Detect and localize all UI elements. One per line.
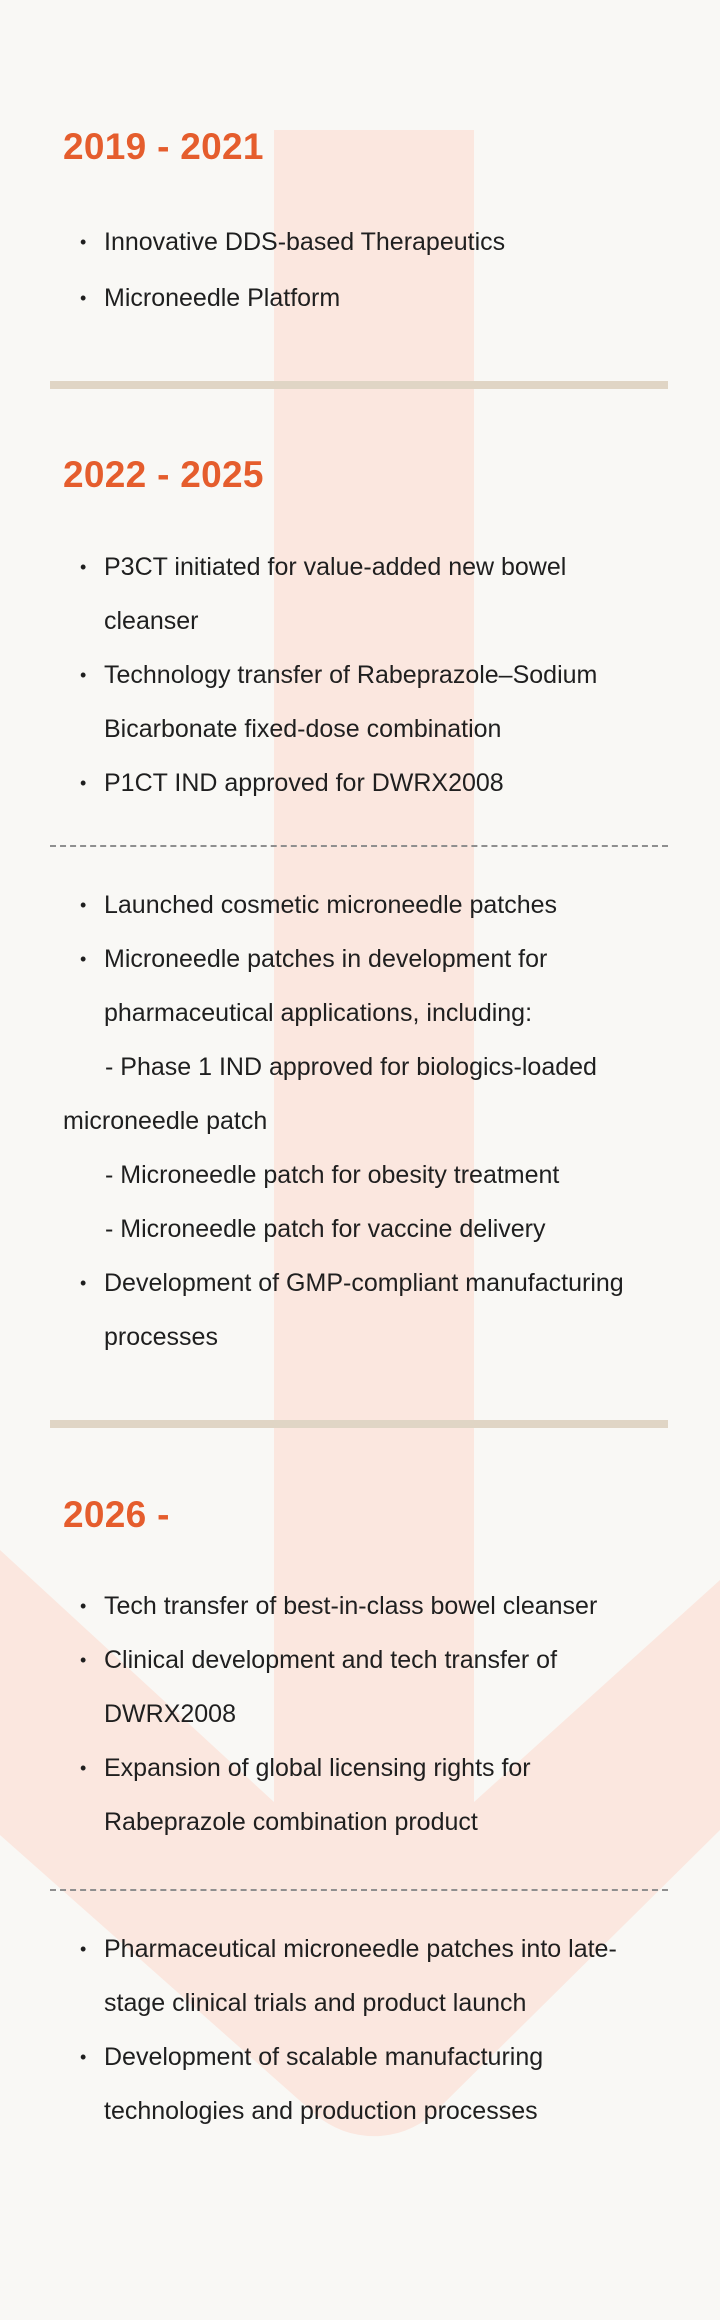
list-item: • Development of scalable manufacturing technologies and production processes	[63, 2030, 663, 2138]
section-divider	[50, 381, 668, 389]
section-divider	[50, 1420, 668, 1428]
sub-list-item: - Phase 1 IND approved for biologics-loaded microneedle patch	[63, 1053, 597, 1135]
sub-list-item: - Microneedle patch for obesity treatment	[105, 1161, 560, 1189]
list-item: • Innovative DDS-based Therapeutics	[63, 214, 663, 270]
sub-list-item: - Microneedle patch for vaccine delivery	[105, 1215, 546, 1243]
period-heading: 2026 -	[63, 1494, 170, 1535]
list-item: • Technology transfer of Rabeprazole–Sodium Bicarbonate fixed-dose combination	[63, 648, 663, 756]
list-item: • Tech transfer of best-in-class bowel cleanser	[63, 1579, 663, 1633]
period-heading: 2022 - 2025	[63, 454, 264, 495]
milestone-list	[63, 1579, 663, 1849]
list-item: • Microneedle Platform	[63, 270, 663, 326]
list-item: • Development of GMP-compliant manufacturing processes	[63, 1256, 663, 1364]
period-heading: 2019 - 2021	[63, 126, 264, 167]
list-item: • P1CT IND approved for DWRX2008	[63, 756, 663, 810]
group-divider	[50, 845, 668, 847]
list-item: • Launched cosmetic microneedle patches	[63, 878, 663, 932]
list-item: • P3CT initiated for value-added new bowel cleanser	[63, 540, 663, 648]
list-item: • Pharmaceutical microneedle patches into late-stage clinical trials and product launch	[63, 1922, 663, 2030]
milestone-list	[63, 214, 663, 326]
group-divider	[50, 1889, 668, 1891]
milestone-list	[63, 878, 663, 1364]
milestone-list	[63, 540, 663, 810]
list-item: • Expansion of global licensing rights for Rabeprazole combination product	[63, 1741, 663, 1849]
milestone-list	[63, 1922, 663, 2138]
list-item: • Clinical development and tech transfer of DWRX2008	[63, 1633, 663, 1741]
list-item: • Microneedle patches in development for pharmaceutical applications, including:	[63, 932, 663, 1040]
